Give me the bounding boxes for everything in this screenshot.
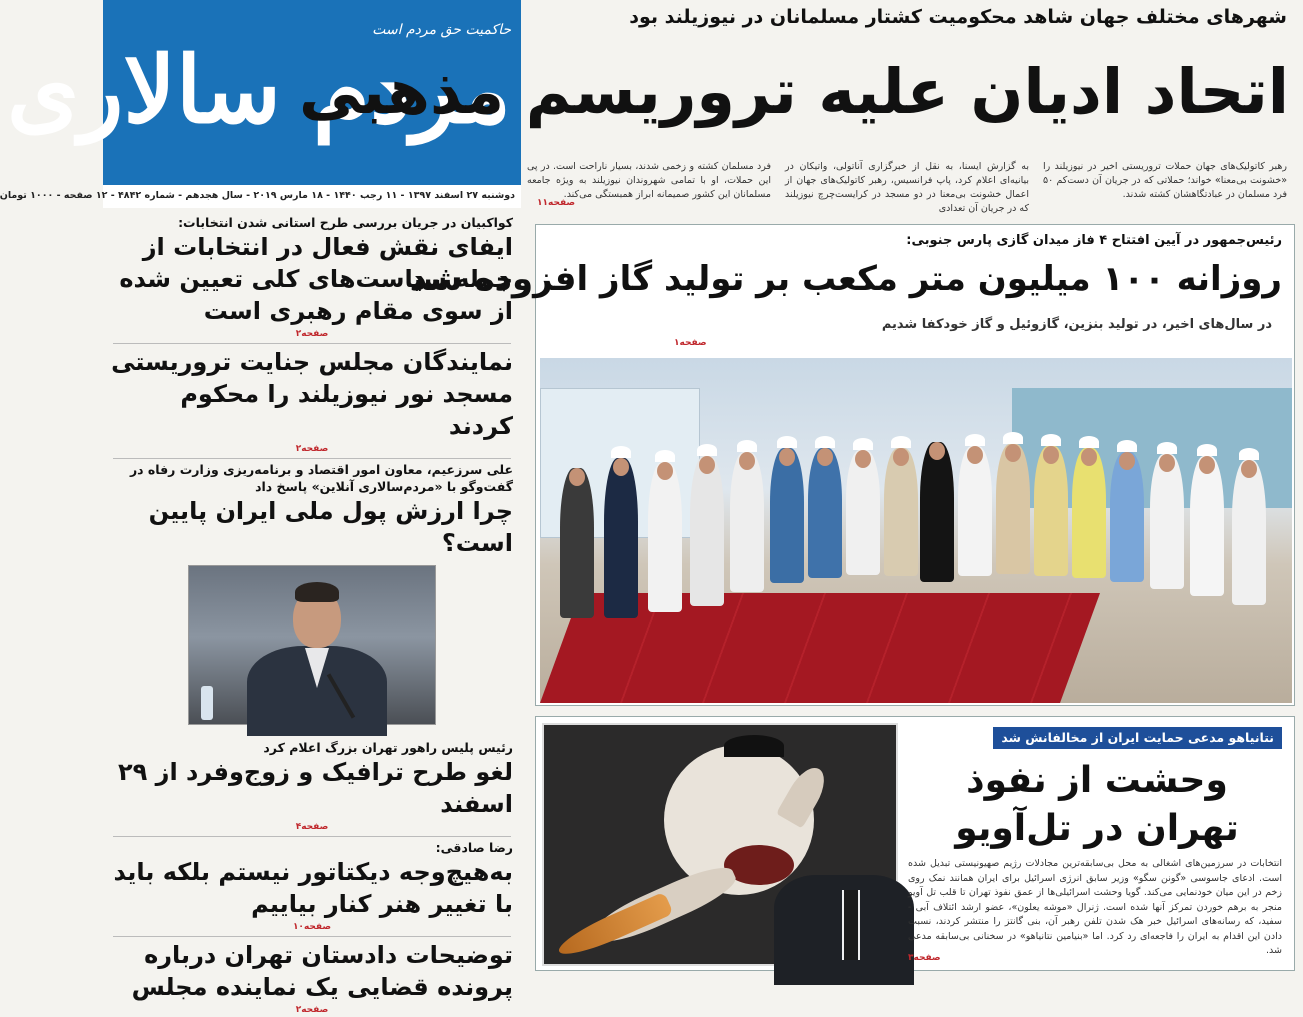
hard-hat-icon [815, 436, 835, 448]
hard-hat-icon [1157, 442, 1177, 454]
divider [113, 458, 511, 459]
top-story-headline[interactable]: اتحاد ادیان علیه تروریسم مذهبی [298, 55, 1289, 128]
divider [113, 836, 511, 837]
side-story-page-ref[interactable]: صفحه۲ [295, 329, 329, 339]
hard-hat-icon [1003, 432, 1023, 444]
photo-person-face [1081, 448, 1097, 466]
hard-hat-icon [777, 436, 797, 448]
side-story[interactable] [103, 839, 521, 934]
side-story-kicker: کواکبیان در جریان بررسی طرح استانی شدن انتخابات: [178, 215, 513, 230]
issue-info-bar: دوشنبه ۲۷ اسفند ۱۳۹۷ - ۱۱ رجب ۱۴۴۰ - ۱۸ مارس ۲۰۱۹ - سال هجدهم - شماره ۴۸۴۲ - ۱۲ صفحه - ۱۰۰۰ تومان [103, 183, 521, 208]
photo-person [604, 458, 638, 618]
gas-story-page-ref[interactable]: صفحه۱ [674, 338, 707, 348]
official-portrait-photo [188, 565, 436, 725]
side-story-page-ref[interactable]: صفحه۲ [295, 1005, 329, 1015]
photo-person-face [1043, 446, 1059, 464]
hard-hat-icon [1197, 444, 1217, 456]
photo-person [958, 446, 992, 576]
newspaper-logo[interactable]: مردم سالاری [6, 36, 511, 144]
netanyahu-story-page-ref[interactable]: صفحه۳ [908, 953, 941, 963]
side-story-headline[interactable]: ایفای نقش فعال در انتخابات از جمله سیاست‌های کلی تعیین شده از سوی مقام رهبری است [119, 233, 513, 325]
side-story[interactable] [103, 939, 521, 1017]
photo-person [560, 468, 594, 618]
netanyahu-cartoon [542, 723, 898, 966]
photo-person-face [699, 456, 715, 474]
photo-person [846, 450, 880, 575]
cartoon-tie-shape [842, 890, 860, 960]
photo-person [690, 456, 724, 606]
hard-hat-icon [965, 434, 985, 446]
hard-hat-icon [1079, 436, 1099, 448]
side-story-headline[interactable]: چرا ارزش پول ملی ایران پایین است؟ [148, 497, 513, 557]
gas-story-subheadline: در سال‌های اخیر، در تولید بنزین، گازوئیل و گاز خودکفا شدیم [881, 317, 1272, 332]
side-story-page-ref[interactable]: صفحه۱۰ [292, 922, 332, 932]
masthead-slogan: حاکمیت حق مردم است [372, 22, 511, 38]
side-story-kicker: رئیس پلیس راهور تهران بزرگ اعلام کرد [263, 740, 513, 755]
photo-person-face [1005, 444, 1021, 462]
photo-person-face [967, 446, 983, 464]
photo-person-face [569, 468, 585, 486]
top-story-columns [527, 160, 1287, 214]
netanyahu-story[interactable] [535, 716, 1295, 971]
photo-person-face [739, 452, 755, 470]
photo-hair-shape [295, 582, 339, 602]
photo-person [996, 444, 1030, 574]
top-story-kicker: شهرهای مختلف جهان شاهد محکومیت کشتار مسلمانان در نیوزیلند بود [629, 6, 1287, 28]
gas-field-group-photo [540, 358, 1292, 703]
side-story-kicker: رضا صادقی: [435, 840, 513, 855]
divider [113, 343, 511, 344]
side-story-page-ref[interactable]: صفحه۲ [295, 444, 329, 454]
netanyahu-story-body: انتخابات در سرزمین‌های اشغالی به محل بی‌سابقه‌ترین مجادلات رژیم صهیونیستی تبدیل شده است. ادعای جاسوسی «گونن سگو» وزیر سابق انرژی اسرائیل برای ایران همانند نمک روی زخم در این میان خودنمایی می‌کند. گویا وحشت اسرائیلی‌ها از عمق نفوذ تهران تا قلب تل آویو منجر به برهم خوردن تمرکز آنها شده است. ژنرال «موشه یعلون»، عضو ارشد ائتلاف آبی - سفید، که رسانه‌های اسرائیل خبر هک شدن تلفن رهبر آن، بنی گانتز را منتشر کردند، نسبت دادن این اقدام به ایران را فاجعه‌ای رد کرد. اما «بنیامین نتانیاهو» در سخنانی بی‌سابقه مدعی شد. [908, 858, 1282, 956]
photo-person-face [893, 448, 909, 466]
gas-field-story[interactable] [409, 224, 1295, 706]
photo-person [884, 448, 918, 576]
top-story-column: رهبر کاتولیک‌های جهان حملات تروریستی اخیر در نیوزیلند را «خشونت بی‌معنا» خواند؛ حملاتی که در جریان آن دست‌کم ۵۰ فرد مسلمان در عبادتگاهشان کشته شدند. [1043, 161, 1287, 200]
photo-person [1034, 446, 1068, 576]
hard-hat-icon [697, 444, 717, 456]
photo-people-group [540, 428, 1292, 628]
photo-person [920, 442, 954, 582]
photo-person-face [613, 458, 629, 476]
hard-hat-icon [1239, 448, 1259, 460]
photo-person-face [1199, 456, 1215, 474]
photo-person [1232, 460, 1266, 605]
photo-person-face [657, 462, 673, 480]
gas-story-headline[interactable]: روزانه ۱۰۰ میلیون متر مکعب بر تولید گاز افزوده شد [409, 259, 1282, 299]
hard-hat-icon [1117, 440, 1137, 452]
water-bottle-icon [201, 686, 213, 720]
photo-person-face [1241, 460, 1257, 478]
side-story[interactable] [103, 346, 521, 456]
gas-story-kicker: رئیس‌جمهور در آیین افتتاح ۴ فاز میدان گازی پارس جنوبی: [906, 233, 1282, 248]
photo-person [770, 448, 804, 583]
side-story-headline[interactable]: توضیحات دادستان تهران درباره پرونده قضایی یک نماینده مجلس [131, 941, 513, 1001]
photo-person-face [779, 448, 795, 466]
side-story[interactable] [103, 461, 521, 739]
netanyahu-story-headline[interactable]: وحشت از نفوذ تهران در تل‌آویو [955, 760, 1239, 849]
side-story[interactable] [103, 739, 521, 834]
side-column [103, 214, 521, 1015]
side-story-kicker: علی سرزعیم، معاون امور اقتصاد و برنامه‌ریزی وزارت رفاه در گفت‌وگو با «مردم‌سالاری آنلاین» پاسخ داد [129, 462, 513, 494]
hard-hat-icon [737, 440, 757, 452]
side-story-headline[interactable]: نمایندگان مجلس جنایت تروریستی مسجد نور نیوزیلند را محکوم کردند [111, 348, 513, 440]
side-story-headline[interactable]: به‌هیچ‌وجه دیکتاتور نیستم بلکه باید با تغییر هنر کنار بیاییم [113, 858, 513, 918]
divider [113, 936, 511, 937]
photo-person-face [1159, 454, 1175, 472]
photo-person-face [929, 442, 945, 460]
photo-person-face [1119, 452, 1135, 470]
photo-person-face [817, 448, 833, 466]
hard-hat-icon [655, 450, 675, 462]
top-story-page-ref[interactable]: صفحه۱۱ [537, 198, 576, 208]
hard-hat-icon [891, 436, 911, 448]
photo-person [1150, 454, 1184, 589]
photo-person [648, 462, 682, 612]
hard-hat-icon [1041, 434, 1061, 446]
photo-person [1072, 448, 1106, 578]
side-story-headline[interactable]: لغو طرح ترافیک و زوج‌وفرد از ۲۹ اسفند [118, 758, 513, 818]
cartoon-kippah-shape [724, 735, 784, 757]
photo-person [808, 448, 842, 578]
hard-hat-icon [611, 446, 631, 458]
photo-person [1190, 456, 1224, 596]
photo-person [730, 452, 764, 592]
side-story-page-ref[interactable]: صفحه۴ [295, 822, 329, 832]
photo-person-face [855, 450, 871, 468]
hard-hat-icon [853, 438, 873, 450]
top-story-column: به گزارش ایسنا، به نقل از خبرگزاری آناتولی، واتیکان در بیانیه‌ای اعلام کرد، پاپ فرانسیس، رهبر کاتولیک‌های جهان از اعمال خشونت بی‌معنا در دو مسجد در کرایست‌چرچ نیوزیلند که در جریان آن تعدادی [785, 161, 1029, 214]
top-story-column: فرد مسلمان کشته و زخمی شدند، بسیار ناراحت است. در پی این حملات، او با تمامی شهروندان نیوزیلند به ویژه جامعه مسلمانان این کشور صمیمانه ابراز همبستگی می‌کند. [527, 161, 771, 200]
photo-person [1110, 452, 1144, 582]
netanyahu-story-kicker: نتانیاهو مدعی حمایت ایران از مخالفانش شد [993, 727, 1282, 749]
